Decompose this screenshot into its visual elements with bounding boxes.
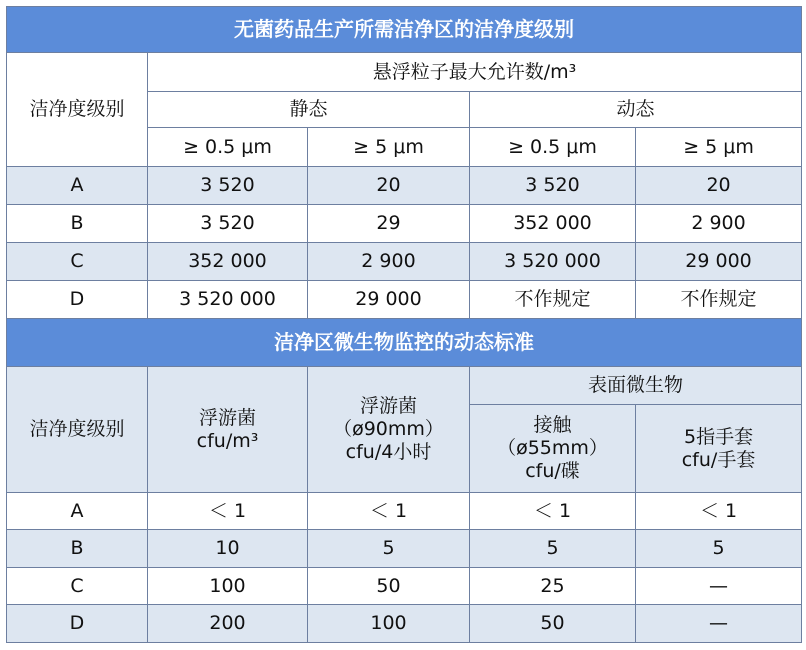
value-cell: 200 — [148, 605, 308, 643]
value-cell: 352 000 — [470, 205, 636, 243]
value-cell: 3 520 — [148, 167, 308, 205]
value-cell: ＜ 1 — [636, 493, 802, 530]
header-line: 5指手套 — [683, 425, 754, 448]
grade-header: 洁净度级别 — [7, 367, 148, 493]
value-cell: 不作规定 — [470, 281, 636, 319]
table-row — [7, 167, 802, 205]
size-header: ≥ 0.5 μm — [470, 128, 636, 167]
table-row — [7, 530, 802, 568]
value-cell: 100 — [148, 568, 308, 605]
table-row — [7, 605, 802, 643]
value-cell: 5 — [470, 530, 636, 568]
header-line: cfu/4小时 — [345, 441, 432, 463]
airborne-bacteria-header — [148, 367, 308, 493]
value-cell: 29 000 — [636, 243, 802, 281]
value-cell: 352 000 — [148, 243, 308, 281]
value-cell: 50 — [308, 568, 470, 605]
value-cell: — — [636, 568, 802, 605]
grade-cell: D — [7, 605, 148, 643]
glove-print-header — [636, 405, 802, 493]
table-row — [7, 243, 802, 281]
static-header: 静态 — [148, 92, 470, 128]
table-row — [7, 205, 802, 243]
value-cell: 3 520 000 — [148, 281, 308, 319]
section2-title: 洁净区微生物监控的动态标准 — [7, 319, 802, 367]
grade-cell: B — [7, 205, 148, 243]
value-cell: 2 900 — [308, 243, 470, 281]
header-line: cfu/m³ — [196, 429, 259, 452]
size-header: ≥ 5 μm — [636, 128, 802, 167]
value-cell: 50 — [470, 605, 636, 643]
value-cell: 不作规定 — [636, 281, 802, 319]
table-row — [7, 281, 802, 319]
particles-header: 悬浮粒子最大允许数/m³ — [148, 53, 802, 92]
dynamic-header: 动态 — [470, 92, 802, 128]
value-cell: ＜ 1 — [148, 493, 308, 530]
value-cell: 3 520 000 — [470, 243, 636, 281]
grade-cell: C — [7, 568, 148, 605]
header-line: cfu/手套 — [681, 448, 756, 471]
value-cell: 25 — [470, 568, 636, 605]
value-cell: 100 — [308, 605, 470, 643]
size-header: ≥ 0.5 μm — [148, 128, 308, 167]
header-line: 浮游菌 — [198, 406, 256, 429]
header-line: （ø55mm） — [497, 437, 608, 459]
grade-cell: A — [7, 167, 148, 205]
value-cell: 3 520 — [470, 167, 636, 205]
value-cell: ＜ 1 — [308, 493, 470, 530]
contact-plate-header — [470, 405, 636, 493]
header-line: 接触 — [533, 414, 572, 436]
cleanliness-grade-table — [6, 6, 802, 319]
value-cell: ＜ 1 — [470, 493, 636, 530]
value-cell: 29 000 — [308, 281, 470, 319]
grade-cell: D — [7, 281, 148, 319]
grade-cell: B — [7, 530, 148, 568]
surface-microbe-header: 表面微生物 — [470, 367, 802, 405]
grade-cell: A — [7, 493, 148, 530]
microbial-standard-table — [6, 318, 802, 643]
value-cell: 5 — [636, 530, 802, 568]
header-line: cfu/碟 — [525, 460, 580, 482]
grade-cell: C — [7, 243, 148, 281]
section1-title: 无菌药品生产所需洁净区的洁净度级别 — [7, 7, 802, 53]
value-cell: 20 — [308, 167, 470, 205]
size-header: ≥ 5 μm — [308, 128, 470, 167]
value-cell: 3 520 — [148, 205, 308, 243]
value-cell: 29 — [308, 205, 470, 243]
table-row — [7, 493, 802, 530]
value-cell: 10 — [148, 530, 308, 568]
header-line: （ø90mm） — [333, 418, 444, 440]
table-row — [7, 568, 802, 605]
header-line: 浮游菌 — [359, 395, 417, 417]
settle-plate-header — [308, 367, 470, 493]
value-cell: 2 900 — [636, 205, 802, 243]
value-cell: 5 — [308, 530, 470, 568]
value-cell: 20 — [636, 167, 802, 205]
grade-header: 洁净度级别 — [7, 53, 148, 167]
value-cell: — — [636, 605, 802, 643]
